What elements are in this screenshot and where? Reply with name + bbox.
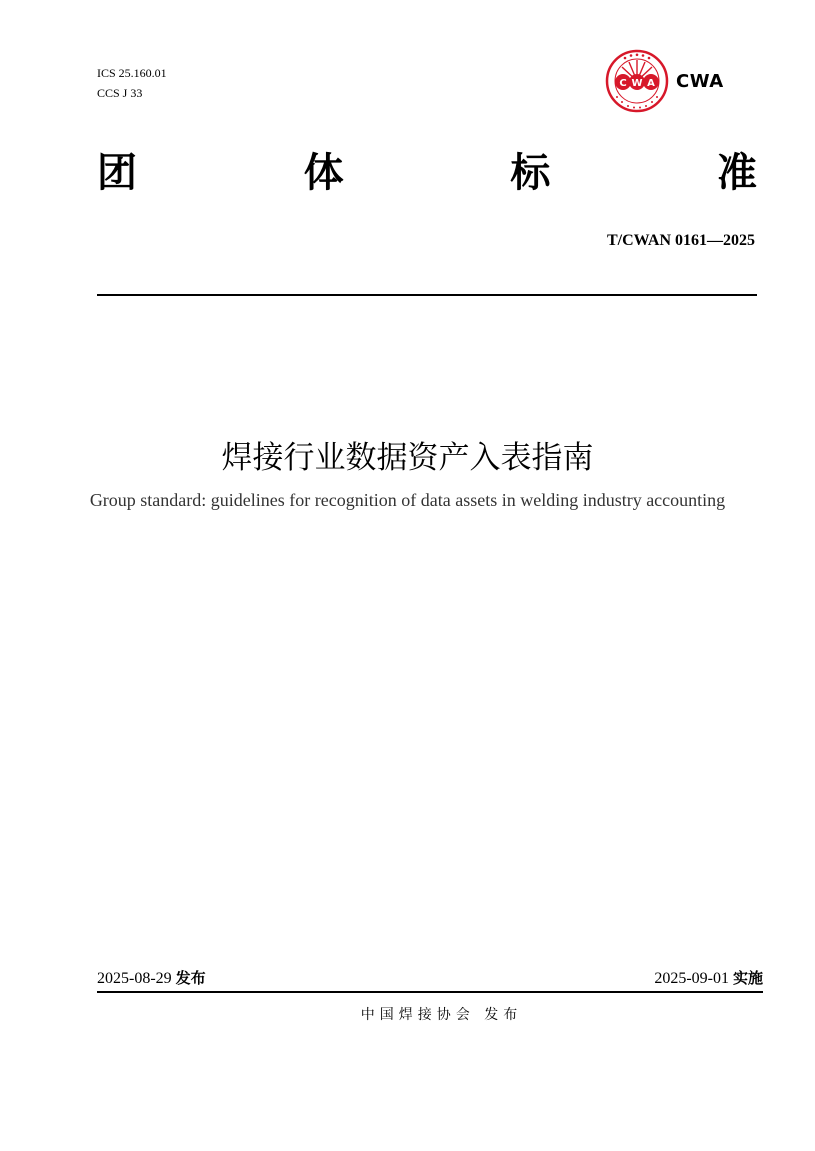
heading-char: 团 bbox=[97, 150, 137, 196]
svg-text:A: A bbox=[647, 78, 655, 89]
issuer-name: 中国焊接协会 bbox=[360, 1007, 475, 1023]
classification-codes bbox=[97, 63, 167, 103]
ccs-code: CCS J 33 bbox=[97, 86, 143, 100]
heading-char: 标 bbox=[510, 150, 551, 196]
publish-date-line bbox=[97, 967, 206, 988]
effective-date-line bbox=[654, 967, 763, 988]
cwa-logo-emblem bbox=[605, 49, 669, 113]
cwa-logo bbox=[605, 49, 669, 113]
bottom-divider bbox=[97, 991, 763, 993]
document-title: 焊接行业数据资产入表指南 bbox=[221, 440, 594, 476]
publish-label: 发布 bbox=[175, 969, 206, 987]
ics-code: ICS 25.160.01 bbox=[97, 66, 167, 80]
document-subtitle-en: Group standard: guidelines for recognition of data assets in welding industry accounting bbox=[89, 490, 726, 510]
standard-category-heading bbox=[97, 145, 757, 201]
svg-text:C: C bbox=[619, 78, 627, 89]
issuer-action: 发布 bbox=[484, 1007, 523, 1023]
standard-number: T/CWAN 0161—2025 bbox=[606, 232, 755, 249]
effective-date: 2025-09-01 bbox=[654, 970, 729, 987]
heading-char: 体 bbox=[303, 150, 344, 196]
publish-date: 2025-08-29 bbox=[97, 970, 172, 987]
svg-text:W: W bbox=[631, 78, 643, 89]
top-divider bbox=[97, 294, 757, 296]
org-abbreviation: CWA bbox=[676, 71, 724, 92]
issuer-line bbox=[0, 1004, 815, 1024]
effective-label: 实施 bbox=[732, 969, 763, 987]
heading-char: 准 bbox=[716, 150, 757, 196]
